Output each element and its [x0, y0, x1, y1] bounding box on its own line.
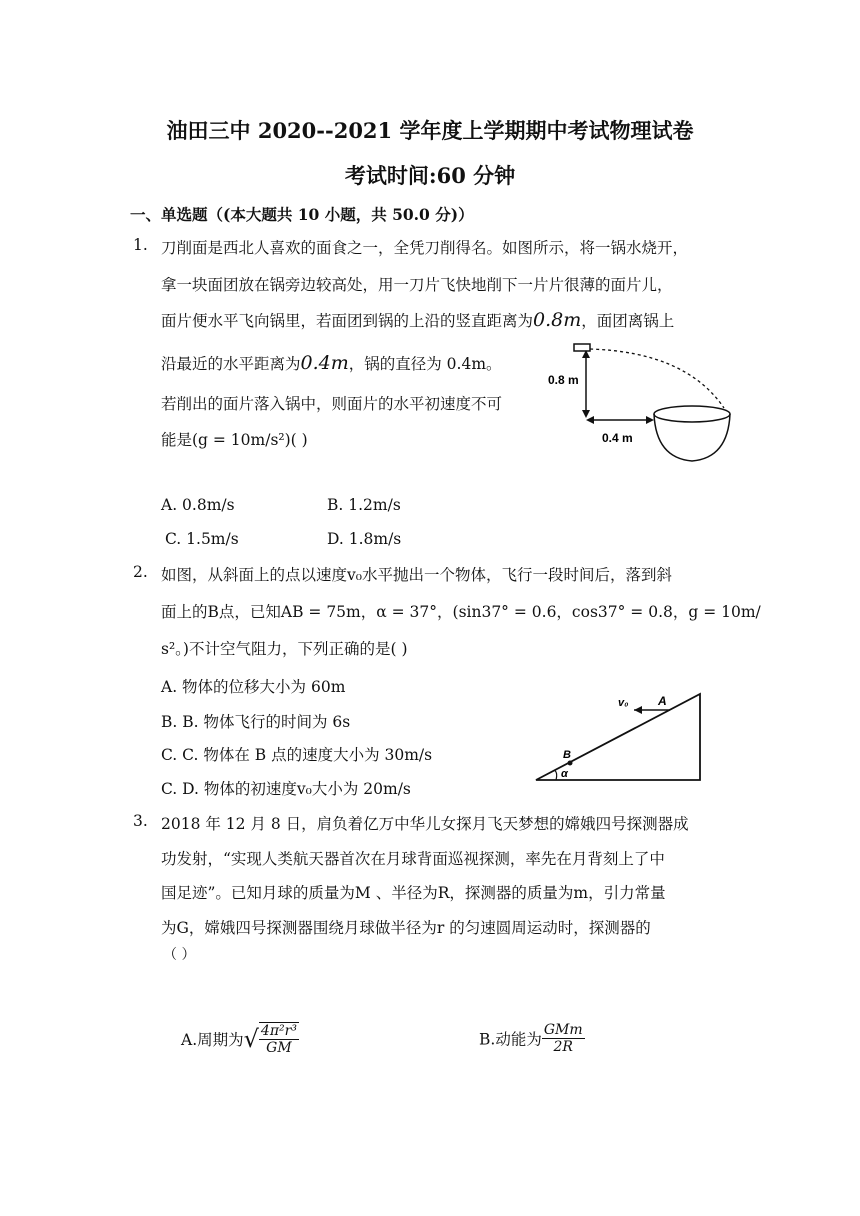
arrow-head	[582, 410, 590, 418]
question-text-line: 刀削面是西北人喜欢的面食之一，全凭刀削得名。如图所示，将一锅水烧开，	[161, 239, 689, 257]
question-text-line: 2018 年 12 月 8 日，肩负着亿万中华儿女探月飞天梦想的嫦娥四号探测器成	[161, 815, 689, 833]
trajectory-dashed	[590, 349, 724, 408]
dough-block	[574, 344, 590, 351]
fraction	[542, 1022, 585, 1055]
text-segment: 0.8m	[533, 309, 582, 331]
angle-arc	[554, 770, 557, 780]
distance-label: 0.4 m	[602, 431, 633, 445]
text-segment: ，锅的直径为 0.4m。	[348, 355, 502, 373]
exam-time: 考试时间:60 分钟	[344, 163, 516, 188]
question-text-line: 能是(g = 10m/s²)( )	[161, 431, 308, 449]
question-text-line: 为G，嫦娥四号探测器围绕月球做半径为r 的匀速圆周运动时，探测器的	[161, 919, 651, 937]
arrow-head	[586, 416, 594, 424]
question-text-line: 若削出的面片落入锅中，则面片的水平初速度不可	[161, 395, 503, 413]
option-a[interactable]	[181, 1022, 299, 1056]
numerator: 4π²r³	[260, 1023, 297, 1039]
question-text-line: 拿一块面团放在锅旁边较高处，用一刀片飞快地削下一片片很薄的面片儿，	[161, 276, 673, 294]
question-number: 3.	[133, 812, 148, 830]
answer-blank: （ ）	[163, 947, 196, 963]
velocity-label: v₀	[618, 697, 629, 709]
fraction	[259, 1022, 299, 1056]
text-segment: 0.4m	[300, 352, 349, 374]
point-b-label: B	[563, 749, 571, 761]
point-b	[568, 761, 573, 766]
denominator: GM	[266, 1040, 292, 1056]
incline-diagram	[530, 686, 710, 786]
option-b[interactable]: B. B. 物体飞行的时间为 6s	[161, 713, 351, 731]
height-label: 0.8 m	[548, 373, 579, 387]
option-prefix: B.动能为	[479, 1030, 542, 1049]
question-number: 1.	[133, 236, 148, 254]
option-c[interactable]: C. 1.5m/s	[165, 530, 239, 548]
text-segment: 面片便水平飞向锅里，若面团到锅的上沿的竖直距离为	[161, 312, 534, 330]
option-d[interactable]: C. D. 物体的初速度v₀大小为 20m/s	[161, 780, 411, 798]
numerator: GMm	[543, 1022, 583, 1038]
section-heading: 一、单选题（(本大题共 10 小题，共 50.0 分)）	[130, 205, 474, 224]
text-segment: 沿最近的水平距离为	[161, 355, 301, 373]
option-a[interactable]: A. 物体的位移大小为 60m	[161, 678, 346, 696]
angle-label: α	[561, 768, 568, 780]
page-title: 油田三中 2020--2021 学年度上学期期中考试物理试卷	[166, 118, 694, 143]
pot-rim	[654, 406, 730, 422]
sqrt-icon: √	[243, 1025, 259, 1053]
arrow-head	[646, 416, 654, 424]
option-a[interactable]: A. 0.8m/s	[161, 496, 235, 514]
option-d[interactable]: D. 1.8m/s	[327, 530, 402, 548]
question-text-line: 国足迹”。已知月球的质量为M 、半径为R，探测器的质量为m，引力常量	[161, 884, 666, 902]
question-text-line: s²。)不计空气阻力，下列正确的是( )	[161, 640, 408, 658]
question-text-line: 功发射，“实现人类航天器首次在月球背面巡视探测，率先在月背刻上了中	[161, 850, 665, 868]
option-prefix: A.周期为	[181, 1031, 244, 1049]
option-c[interactable]: C. C. 物体在 B 点的速度大小为 30m/s	[161, 746, 433, 764]
pot-bowl	[654, 414, 730, 461]
option-b[interactable]: B. 1.2m/s	[327, 496, 401, 514]
question-text-line	[161, 309, 674, 331]
question-text-line: 面上的B点，已知AB = 75m，α = 37°，(sin37° = 0.6，cos37° = 0.8，g = 10m/	[161, 603, 761, 621]
arrow-head	[634, 706, 642, 714]
question-text-line: 如图，从斜面上的点以速度v₀水平抛出一个物体，飞行一段时间后，落到斜	[161, 566, 672, 584]
option-b[interactable]	[479, 1022, 585, 1055]
question-number: 2.	[133, 563, 148, 581]
question-text-line	[161, 352, 502, 374]
text-segment: ，面团离锅上	[581, 312, 675, 330]
point-a-label: A	[658, 694, 667, 708]
denominator: 2R	[553, 1039, 573, 1055]
pot-diagram	[546, 340, 746, 470]
